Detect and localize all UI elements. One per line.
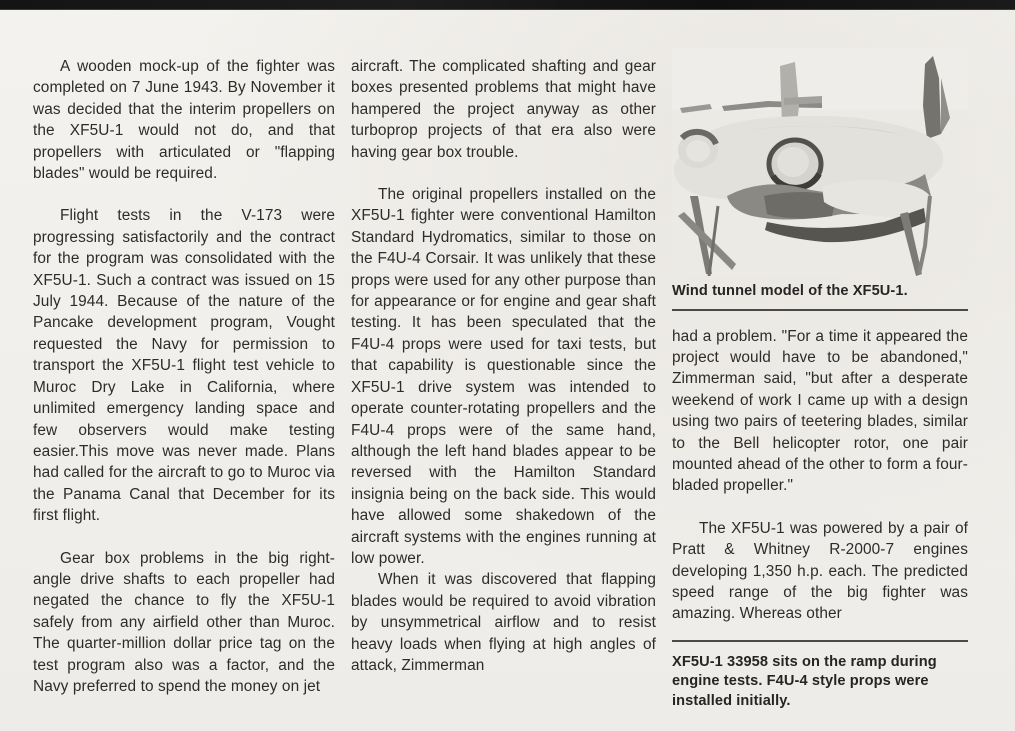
bottom-photo-caption: XF5U-1 33958 sits on the ramp during engine tests. F4U-4 style props were installed initially. [672,653,937,709]
column-left [33,48,335,711]
paragraph-left-3: Gear box problems in the big right-angle drive shafts to each propeller had negated the chance to fly the XF5U-1 safely from any airfield other than Muroc. The quarter-million dollar price tag on the test program also was a factor, and the Navy preferred to spend the money on jet [33,549,335,695]
column-right [672,48,968,711]
divider-rule-bottom [672,640,968,642]
paragraph-middle-2: The original propellers installed on the XF5U-1 fighter were conventional Hamilton Standard Hydromatics, similar to those on the F4U-4 Corsair. It was unlikely that these props were used for any other purpose than for appearance or for engine and gear shaft testing. It has been speculated that the F4U-4 props were used for taxi tests, but that capability is questionable since the XF5U-1 drive system was intended to operate counter-rotating propellers and the F4U-4 props were of the same hand, although the left hand blades appear to be reversed with the Hamilton Standard insignia being on the back side. This would have allowed some shakedown of the aircraft systems with the engines running at low power. [351,186,656,567]
paragraph-middle-1: aircraft. The complicated shafting and gear boxes presented problems that might have hampered the project anyway as other turboprop projects of that era also were having gear box trouble. [351,58,656,161]
paragraph-middle-3: When it was discovered that flapping blades would be required to avoid vibration by unsymmetrical airflow and to resist heavy loads when flying at high angles of attack, Zimmerman [351,571,656,674]
column-middle [351,48,656,711]
wind-tunnel-figure [672,48,968,311]
paragraph-right-1: had a problem. "For a time it appeared the project would have to be abandoned," Zimmerman said, "but after a desperate weekend of work I came up with a design using two pairs of teetering blades, similar to the Bell helicopter rotor, one pair mounted ahead of the other to form a four-bladed propeller." [672,327,968,495]
page-content [33,48,968,711]
paragraph-left-1: A wooden mock-up of the fighter was completed on 7 June 1943. By November it was decided that the interim propellers on the XF5U-1 would not do, and that propellers with articulated or "flapping blades" would be required. [33,58,335,183]
page-top-edge [0,0,1015,10]
paragraph-right-2: The XF5U-1 was powered by a pair of Pratt & Whitney R-2000-7 engines developing 1,350 h.p. each. The predicted speed range of the big fighter was amazing. Whereas other [672,519,968,623]
wind-tunnel-photo [672,48,968,276]
photo-caption: Wind tunnel model of the XF5U-1. [672,283,908,299]
paragraph-left-2: Flight tests in the V-173 were progressing satisfactorily and the contract for the program was consolidated with the XF5U-1. Such a contract was issued on 15 July 1944. Because of the nature of the Pancake development program, Vought requested the Navy for permission to transport the XF5U-1 flight test vehicle to Muroc Dry Lake in California, where unlimited emergency landing space and few observers would make testing easier.This move was never made. Plans had called for the aircraft to go to Muroc via the Panama Canal that December for its first flight. [33,207,335,525]
divider-rule-top [672,309,968,311]
